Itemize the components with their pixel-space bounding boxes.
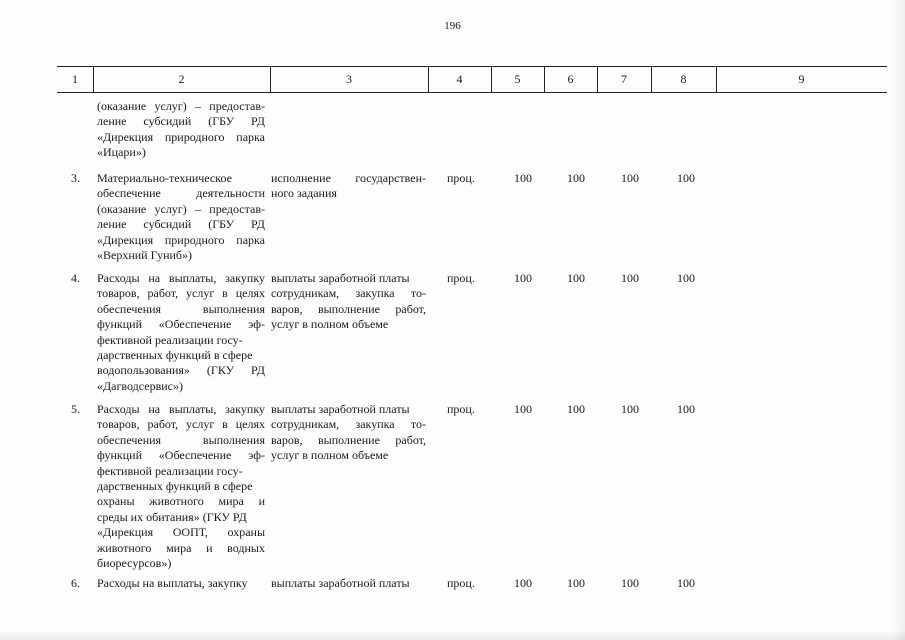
row-indicator	[271, 576, 426, 591]
header-cell-3: 3	[346, 72, 352, 86]
text-line: водопользования» (ГКУ РД	[97, 363, 265, 378]
text-line: Материально-техническое	[97, 171, 232, 185]
header-cell-6: 6	[567, 72, 574, 86]
row-number: 4.	[71, 271, 80, 285]
row-description	[97, 402, 265, 571]
text-line: фективной реализации госу-	[97, 332, 243, 347]
text-line: (оказание услуг) – предостав-	[97, 99, 265, 113]
text-line: услуг в полном объеме	[271, 317, 389, 332]
row-value-6: 100	[567, 402, 585, 416]
text-line: фективной реализации госу-	[97, 463, 243, 478]
text-line: выплаты заработной платы	[271, 576, 410, 590]
row-description	[97, 171, 265, 263]
table-header-row	[57, 66, 887, 93]
text-line: ление субсидий (ГБУ РД	[97, 114, 265, 129]
text-line: (оказание услуг) – предостав-	[97, 201, 265, 216]
row-value-7: 100	[621, 271, 639, 285]
row-value-8: 100	[677, 271, 695, 285]
text-line: функций «Обеспечение эф-	[97, 448, 265, 463]
text-line: функций «Обеспечение эф-	[97, 317, 265, 332]
text-line: сотрудникам, закупка то-	[271, 286, 426, 301]
text-line: ного задания	[271, 186, 337, 201]
text-line: обеспечение деятельности	[97, 186, 265, 201]
header-cell-7: 7	[621, 72, 627, 86]
row-unit: проц.	[447, 576, 475, 590]
header-cell-1: 1	[72, 72, 78, 86]
row-value-7: 100	[621, 402, 639, 416]
row-value-6: 100	[567, 576, 585, 590]
text-line: «Дирекция ООПТ, охраны	[97, 525, 265, 540]
row-value-6: 100	[567, 271, 585, 285]
row-number: 5.	[71, 402, 80, 416]
text-line: «Дирекция природного парка	[97, 232, 265, 247]
text-line: дарственных функций в сфере	[97, 479, 253, 494]
text-line: охраны животного мира и	[97, 494, 265, 509]
text-line: «Дагводсервис»)	[97, 378, 183, 393]
row-description	[97, 99, 265, 161]
row-indicator	[271, 402, 426, 464]
text-line: биоресурсов»)	[97, 556, 172, 571]
row-value-5: 100	[514, 271, 532, 285]
text-line: товаров, работ, услуг в целях	[97, 286, 265, 301]
header-cell-8: 8	[680, 72, 687, 86]
scan-edge-shadow	[891, 0, 905, 640]
text-line: дарственных функций в сфере	[97, 348, 253, 363]
text-line: исполнение государствен-	[271, 171, 426, 185]
row-value-8: 100	[677, 171, 695, 185]
header-cell-4: 4	[456, 72, 463, 86]
text-line: обеспечения выполнения	[97, 432, 265, 447]
header-cell-2: 2	[178, 72, 185, 86]
row-unit: проц.	[447, 171, 475, 185]
row-number: 6.	[71, 576, 80, 590]
row-description	[97, 271, 265, 394]
text-line: обеспечения выполнения	[97, 301, 265, 316]
page-number: 196	[444, 20, 461, 32]
text-line: сотрудникам, закупка то-	[271, 417, 426, 432]
row-value-5: 100	[514, 171, 532, 185]
text-line: выплаты заработной платы	[271, 271, 410, 285]
text-line: «Ицари»)	[97, 145, 146, 160]
text-line: животного мира и водных	[97, 540, 265, 555]
row-indicator	[271, 271, 426, 333]
row-unit: проц.	[447, 402, 475, 416]
text-line: Расходы на выплаты, закупку	[97, 402, 265, 416]
row-value-6: 100	[567, 171, 585, 185]
text-line: «Верхний Гуниб»)	[97, 248, 193, 263]
text-line: Расходы на выплаты, закупку	[97, 271, 265, 285]
text-line: ление субсидий (ГБУ РД	[97, 217, 265, 232]
text-line: товаров, работ, услуг в целях	[97, 417, 265, 432]
text-line: среды их обитания» (ГКУ РД	[97, 509, 247, 524]
row-indicator	[271, 171, 426, 202]
header-cell-5: 5	[514, 72, 521, 86]
text-line: выплаты заработной платы	[271, 402, 410, 416]
row-value-7: 100	[621, 576, 639, 590]
row-value-5: 100	[514, 402, 532, 416]
text-line: варов, выполнение работ,	[271, 432, 426, 447]
row-value-5: 100	[514, 576, 532, 590]
row-number: 3.	[71, 171, 80, 185]
row-description	[97, 576, 265, 591]
text-line: Расходы на выплаты, закупку	[97, 576, 248, 590]
row-value-7: 100	[621, 171, 639, 185]
row-value-8: 100	[677, 402, 695, 416]
header-cell-9: 9	[798, 72, 805, 86]
scan-bottom-shadow	[0, 630, 905, 640]
text-line: услуг в полном объеме	[271, 448, 389, 463]
text-line: «Дирекция природного парка	[97, 129, 265, 144]
text-line: варов, выполнение работ,	[271, 301, 426, 316]
row-unit: проц.	[447, 271, 475, 285]
row-value-8: 100	[677, 576, 695, 590]
